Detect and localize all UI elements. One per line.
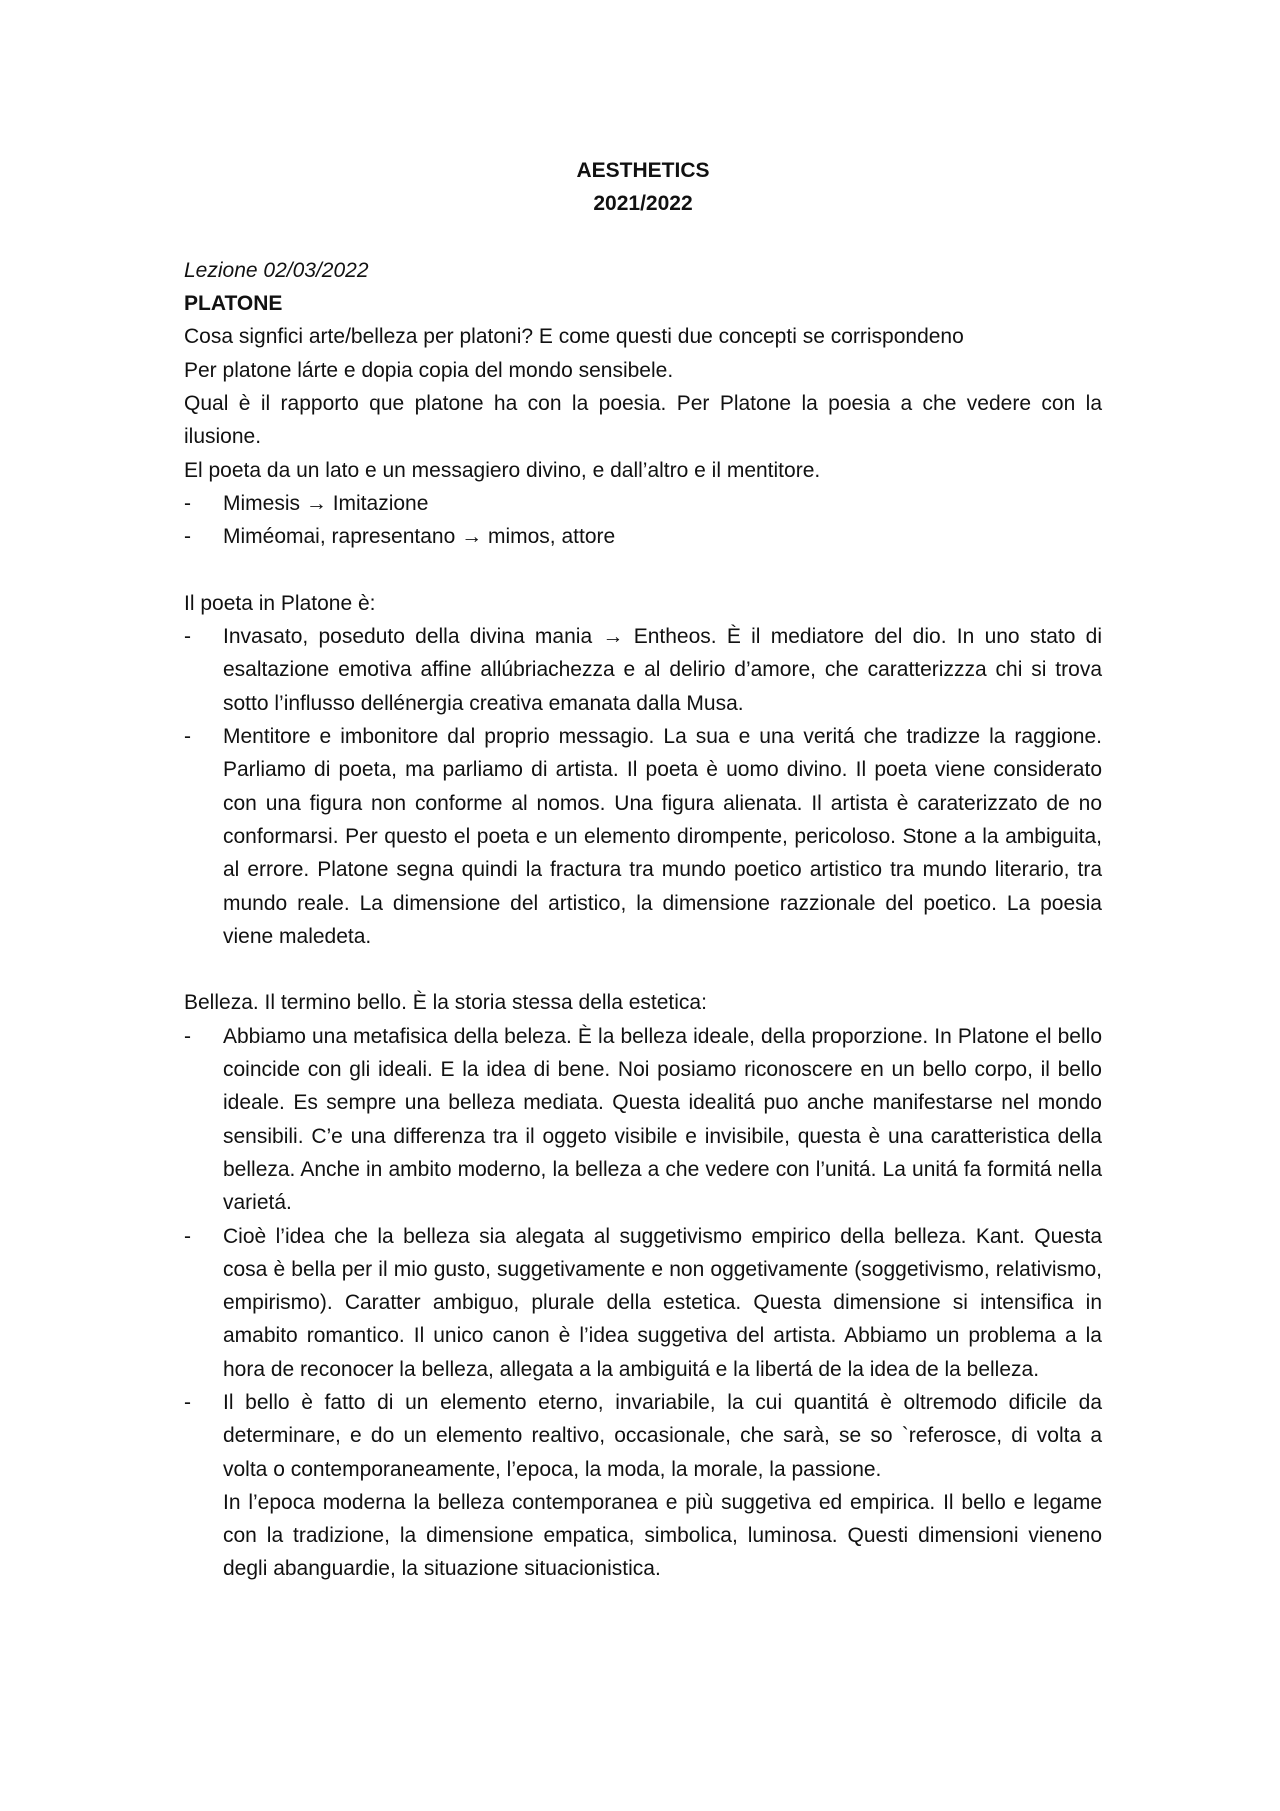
spacer <box>184 953 1102 986</box>
list-item-text: Mimesis <box>223 491 300 515</box>
arrow-right-icon: → <box>461 525 483 549</box>
intro-line: Cosa signfici arte/belleza per platoni? E come questi due concepti se corrispondeno <box>184 325 964 349</box>
intro-line: El poeta da un lato e un messagiero divino, e dall’altro e il mentitore. <box>184 458 821 482</box>
intro-line: Per platone lárte e dopia copia del mondo sensibele. <box>184 358 674 382</box>
dash-bullet: - <box>184 1224 191 1248</box>
lesson-date: Lezione 02/03/2022 <box>184 258 369 282</box>
list-item <box>184 720 1102 953</box>
list-item-text: Imitazione <box>332 491 429 515</box>
dash-bullet: - <box>184 525 191 549</box>
list-item <box>184 620 1102 720</box>
list-item-text: Abbiamo una metafisica della beleza. È la belleza ideale, della proporzione. In Platone el bello coincide con gli ideali. E la idea di bene. Noi posiamo riconoscere en un bello corpo, il bello ideale. Es sempre una belleza mediata. Questa idealitá puo anche manifestarse nel mondo sensibili. C’e una differenza tra il oggeto visibile e invisibile, questa è una caratteristica della belleza. Anche in ambito moderno, la belleza a che vedere con l’unitá. La unitá fa formitá nella varietá. <box>223 1024 1102 1215</box>
list-item <box>184 520 1102 553</box>
spacer <box>184 221 1102 254</box>
intro-paragraph: Qual è il rapporto que platone ha con la poesia. Per Platone la poesia a che vedere con la ilusione. <box>184 392 1102 449</box>
list-item <box>184 1020 1102 1220</box>
arrow-right-icon: → <box>602 625 624 649</box>
list-item-text: Entheos. È il mediatore del dio. In uno stato di esaltazione emotiva affine allúbriachezza e al delirio d’amore, che caratterizzza chi si trova sotto l’influsso dellénergia creativa emanata dalla Musa. <box>223 625 1103 715</box>
spacer <box>184 554 1102 587</box>
document-page <box>184 154 1102 1586</box>
list-item-text: mimos, attore <box>487 525 616 549</box>
arrow-right-icon: → <box>305 491 327 515</box>
dash-bullet: - <box>184 1024 191 1048</box>
list-item-continuation: In l’epoca moderna la belleza contemporanea e più suggetiva ed empirica. Il bello e legame con la tradizione, la dimensione empatica, simbolica, luminosa. Questi dimensioni vieneno degli abanguardie, la situazione situacionistica. <box>223 1490 1102 1581</box>
dash-bullet: - <box>184 491 191 515</box>
dash-bullet: - <box>184 725 191 749</box>
list-item-text: Invasato, poseduto della divina mania <box>223 625 593 649</box>
dash-bullet: - <box>184 625 191 649</box>
list-item-text: Miméomai, rapresentano <box>223 525 456 549</box>
academic-year: 2021/2022 <box>593 192 693 216</box>
list-item-text: Cioè l’idea che la belleza sia alegata al suggetivismo empirico della belleza. Kant. Questa cosa è bella per il mio gusto, suggetivamente e non oggetivamente (soggetivismo, relativismo, empirismo). Caratter ambiguo, plurale della estetica. Questa dimensione si intensifica in amabito romantico. Il unico canon è l’idea suggetiva del artista. Abbiamo un problema a la hora de reconocer la belleza, allegata a la ambiguitá e la libertá de la idea de la belleza. <box>223 1224 1102 1381</box>
list-item <box>184 1220 1102 1386</box>
belleza-intro: Belleza. Il termino bello. È la storia stessa della estetica: <box>184 991 707 1015</box>
list-item-text: Il bello è fatto di un elemento eterno, invariabile, la cui quantitá è oltremodo dificile da determinare, e do un elemento realtivo, occasionale, che sarà, se so `referosce, di volta a volta o contemporaneamente, l’epoca, la moda, la morale, la passione. <box>223 1390 1102 1481</box>
list-item <box>184 487 1102 520</box>
poeta-intro: Il poeta in Platone è: <box>184 591 376 615</box>
list-item-text: Mentitore e imbonitore dal proprio messagio. La sua e una veritá che tradizze la raggione. Parliamo di poeta, ma parliamo di artista. Il poeta è uomo divino. Il poeta viene considerato con una figura non conforme al nomos. Una figura alienata. Il artista è caraterizzato de no conformarsi. Per questo el poeta e un elemento dirompente, pericoloso. Stone a la ambiguita, al errore. Platone segna quindi la fractura tra mundo poetico artistico tra mundo literario, tra mundo reale. La dimensione del artistico, la dimensione razzionale del poetico. La poesia viene maledeta. <box>223 725 1102 948</box>
list-item <box>184 1386 1102 1486</box>
document-title: AESTHETICS <box>576 159 710 182</box>
section-heading: PLATONE <box>184 292 283 316</box>
dash-bullet: - <box>184 1390 191 1414</box>
